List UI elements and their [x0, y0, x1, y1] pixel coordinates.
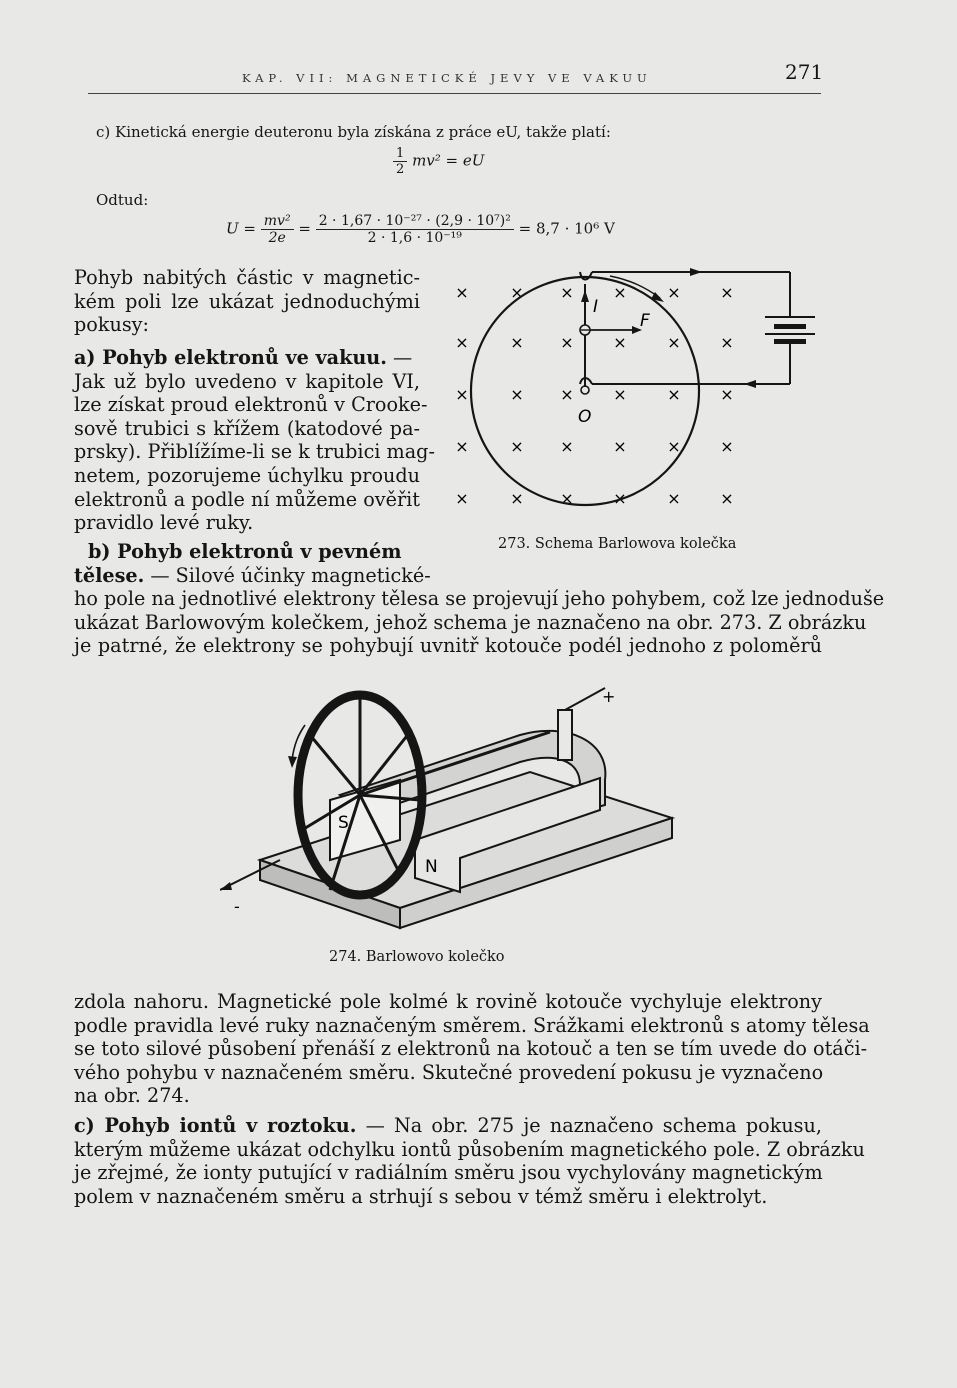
- battery-plate-short: [774, 324, 806, 329]
- section-a-heading: a) Pohyb elektronů ve vakuu.: [74, 346, 387, 369]
- field-x-mark: ×: [720, 333, 734, 352]
- field-x-mark: ×: [613, 385, 627, 404]
- section-c-line: polem v naznačeném směru a strhují s sebou v témž směru i elektrolyt.: [74, 1184, 768, 1208]
- field-x-mark: ×: [667, 385, 681, 404]
- section-a-line: pravidlo levé ruky.: [74, 511, 254, 535]
- page-number: 271: [785, 60, 824, 84]
- fraction2-numerator: 2 · 1,67 · 10⁻²⁷ · (2,9 · 10⁷)²: [316, 213, 514, 230]
- intro-line: Pohyb nabitých částic v magnetic-: [74, 266, 420, 289]
- field-x-mark: ×: [510, 489, 524, 508]
- figure-274-illustration: [220, 680, 680, 945]
- half-denominator: 2: [396, 162, 405, 177]
- equation-voltage: [226, 213, 615, 246]
- field-x-mark: ×: [667, 283, 681, 302]
- section-b-heading-end: tělese.: [74, 563, 145, 587]
- continuation-line: podle pravidla levé ruky naznačeným směrem. Srážkami elektronů s atomy tělesa: [74, 1013, 870, 1037]
- field-x-mark: ×: [455, 283, 469, 302]
- section-b-line: — Silové účinky magnetické-: [144, 563, 431, 587]
- field-x-mark: ×: [613, 333, 627, 352]
- field-x-mark: ×: [560, 283, 574, 302]
- section-b-line: ukázat Barlowovým kolečkem, jehož schema je naznačeno na obr. 273. Z obrázku: [74, 610, 867, 634]
- section-b-line: ho pole na jednotlivé elektrony tělesa se projevují jeho pohybem, což lze jednoduše: [74, 587, 885, 610]
- figure-273-diagram: [440, 262, 830, 527]
- continuation-line: vého pohybu v naznačeném směru. Skutečné provedení pokusu je vyznačeno: [74, 1060, 824, 1084]
- minus-terminal-label: -: [234, 897, 240, 916]
- field-x-mark: ×: [455, 489, 469, 508]
- rotation-arrow: [288, 756, 297, 768]
- section-a-line: elektronů a podle ní můžeme ověřit: [74, 487, 420, 511]
- section-b-heading: b) Pohyb elektronů v pevném: [88, 540, 402, 563]
- battery-plate-short: [774, 339, 806, 344]
- section-b-body: [74, 587, 885, 658]
- current-direction-arrow: [581, 290, 589, 302]
- equals-sign: =: [298, 219, 311, 238]
- field-x-mark: ×: [560, 489, 574, 508]
- continuation-line: na obr. 274.: [74, 1084, 190, 1108]
- section-a-line: lze získat proud elektronů v Crooke-: [74, 393, 428, 417]
- plus-terminal-label: +: [602, 687, 616, 706]
- figure-273-caption: 273. Schema Barlowova kolečka: [498, 536, 737, 552]
- section-c-heading: c) Pohyb iontů v roztoku.: [74, 1114, 357, 1137]
- running-title: KAP. VII: MAGNETICKÉ JEVY VE VAKUU: [242, 71, 652, 85]
- top-contact: [580, 272, 592, 280]
- section-c-line: — Na obr. 275 je naznačeno schema pokusu,: [356, 1114, 822, 1137]
- field-x-mark: ×: [510, 385, 524, 404]
- field-x-mark: ×: [560, 333, 574, 352]
- pole-s-label: S: [338, 813, 349, 833]
- header-rule: [88, 93, 821, 94]
- wire-minus-arrow: [220, 882, 232, 890]
- pole-n-label: N: [425, 857, 438, 877]
- section-b-line: je patrné, že elektrony se pohybují uvnitř kotouče podél jednoho z poloměrů: [74, 634, 822, 658]
- figure-274-caption: 274. Barlowovo kolečko: [329, 949, 505, 965]
- equation-energy: [393, 146, 484, 177]
- disc-axle: [581, 386, 589, 394]
- section-b-heading-block: [74, 540, 431, 587]
- current-arrow-top: [690, 268, 702, 276]
- intro-line: pokusy:: [74, 313, 149, 337]
- field-x-mark: ×: [510, 283, 524, 302]
- axle-label: O: [578, 407, 592, 427]
- field-x-mark: ×: [455, 437, 469, 456]
- voltage-symbol: U =: [226, 219, 256, 238]
- section-a: [74, 346, 435, 535]
- current-arrow-bottom: [744, 380, 756, 388]
- section-a-line: netem, pozorujeme úchylku proudu: [74, 463, 420, 487]
- field-x-mark: ×: [667, 489, 681, 508]
- section-c-line: kterým můžeme ukázat odchylku iontů působením magnetického pole. Z obrázku: [74, 1137, 865, 1161]
- continuation-paragraph: [74, 990, 870, 1108]
- intro-paragraph: [74, 266, 420, 337]
- field-x-mark: ×: [560, 385, 574, 404]
- intro-line: kém poli lze ukázat jednoduchými: [74, 289, 420, 313]
- voltage-result: = 8,7 · 10⁶ V: [518, 219, 615, 238]
- item-c-text: c) Kinetická energie deuteronu byla získána z práce eU, takže platí:: [96, 123, 611, 141]
- odtud-label: Odtud:: [96, 191, 149, 209]
- section-a-line: sově trubici s křížem (katodové pa-: [74, 416, 420, 440]
- fraction1-numerator: mv²: [261, 213, 294, 230]
- field-x-mark: ×: [510, 333, 524, 352]
- field-x-mark: ×: [720, 489, 734, 508]
- field-x-mark: ×: [455, 385, 469, 404]
- field-x-mark: ×: [613, 489, 627, 508]
- section-c: [74, 1114, 865, 1208]
- fraction1-denominator: 2e: [268, 230, 286, 246]
- section-a-line: Jak už bylo uvedeno v kapitole VI,: [74, 369, 420, 393]
- continuation-line: se toto silové působení přenáší z elektronů na kotouč a ten se tím uvede do otáči-: [74, 1037, 868, 1061]
- field-x-mark: ×: [510, 437, 524, 456]
- contact-post: [558, 710, 572, 760]
- section-a-dash: —: [386, 346, 413, 369]
- field-x-mark: ×: [560, 437, 574, 456]
- field-x-mark: ×: [720, 283, 734, 302]
- field-x-mark: ×: [667, 437, 681, 456]
- current-label: I: [593, 297, 599, 317]
- field-x-mark: ×: [720, 385, 734, 404]
- section-c-line: je zřejmé, že ionty putující v radiálním směru jsou vychylovány magnetickým: [74, 1161, 823, 1185]
- field-x-mark: ×: [613, 283, 627, 302]
- half-numerator: 1: [393, 146, 407, 162]
- energy-equation-rest: mv² = eU: [412, 151, 485, 170]
- fraction2-denominator: 2 · 1,6 · 10⁻¹⁹: [367, 230, 462, 246]
- field-x-mark: ×: [720, 437, 734, 456]
- force-label: F: [640, 311, 650, 331]
- field-x-mark: ×: [455, 333, 469, 352]
- section-a-line: prsky). Přiblížíme-li se k trubici mag-: [74, 440, 435, 464]
- continuation-line: zdola nahoru. Magnetické pole kolmé k rovině kotouče vychyluje elektrony: [74, 990, 822, 1013]
- wire-plus: [565, 688, 605, 710]
- field-x-mark: ×: [613, 437, 627, 456]
- field-x-mark: ×: [667, 333, 681, 352]
